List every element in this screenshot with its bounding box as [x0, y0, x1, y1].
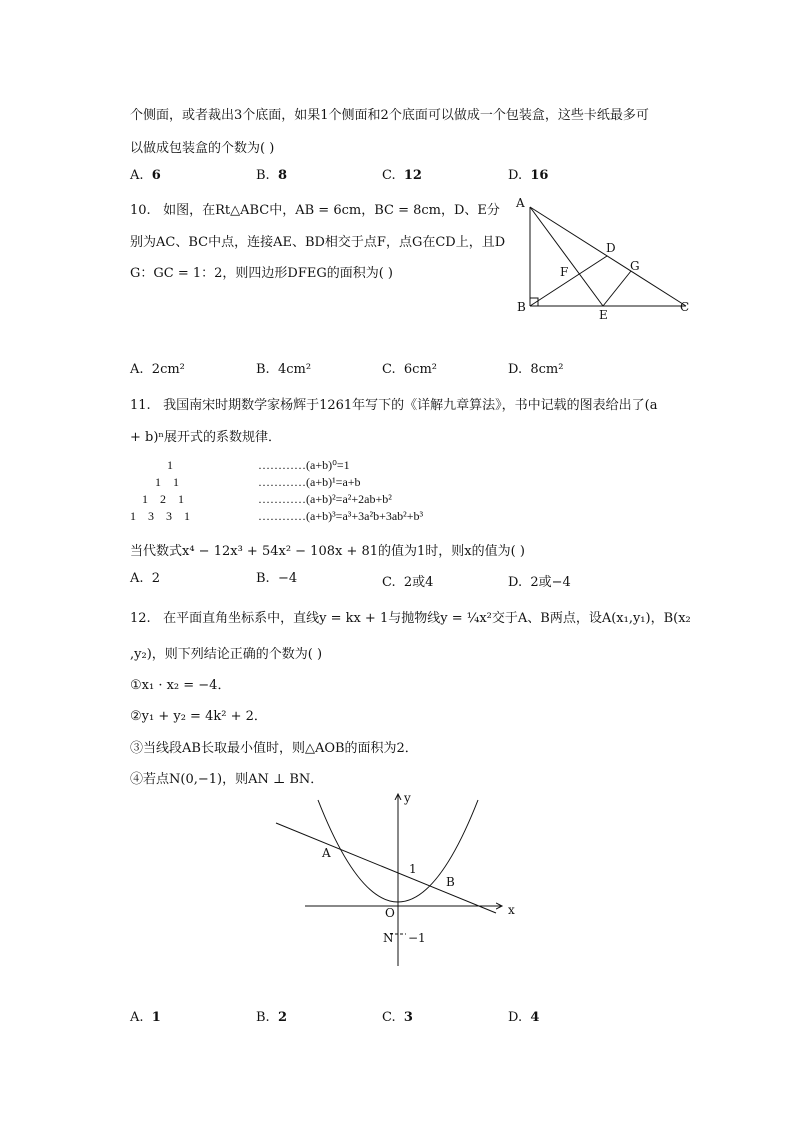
q12-option-c[interactable]: C. 3 — [382, 1010, 413, 1025]
q10-option-c[interactable]: C. 6cm² — [382, 362, 437, 377]
graph-label-y: y — [404, 791, 411, 805]
q11-option-a[interactable]: A. 2 — [130, 571, 161, 586]
graph-label-b: B — [446, 875, 455, 889]
q10-line1: 如图，在Rt△ABC中，AB = 6cm，BC = 8cm，D、E分 — [163, 203, 500, 218]
q10-text-line2: 别为AC、BC中点，连接AE、BD相交于点F，点G在CD上，且D — [130, 235, 506, 250]
q9-option-b[interactable]: B. 8 — [256, 168, 287, 183]
label-g: G — [630, 259, 640, 273]
label-d: D — [606, 241, 616, 255]
q10-triangle-figure — [510, 195, 700, 325]
q9-text-line1: 个侧面，或者裁出3个底面，如果1个侧面和2个底面可以做成一个包装盒，这些卡纸最多可 — [130, 108, 649, 123]
q11-option-d[interactable]: D. 2或−4 — [508, 575, 571, 590]
q12-graph-figure — [270, 788, 530, 973]
label-b: B — [517, 300, 526, 314]
q10-number: 10. — [130, 203, 151, 218]
label-c: C — [680, 300, 690, 314]
q10-text-line1 — [130, 199, 500, 218]
q9-text-line2: 以做成包装盒的个数为( ) — [130, 141, 275, 156]
pascal-row-2: 1 2 1 — [142, 492, 184, 506]
q9-option-c[interactable]: C. 12 — [382, 168, 422, 183]
graph-label-one: 1 — [409, 862, 417, 876]
label-f: F — [560, 265, 569, 279]
segment-ae — [530, 207, 603, 306]
graph-label-x: x — [508, 903, 515, 917]
graph-label-minus-one: −1 — [408, 931, 426, 945]
q12-statement-3: ③当线段AB长取最小值时，则△AOB的面积为2． — [130, 741, 418, 756]
q10-option-d[interactable]: D. 8cm² — [508, 362, 564, 377]
q10-option-b[interactable]: B. 4cm² — [256, 362, 312, 377]
q11-question: 当代数式x⁴ − 12x³ + 54x² − 108x + 81的值为1时，则x的值为( ) — [130, 544, 525, 559]
q9-option-d[interactable]: D. 16 — [508, 168, 549, 183]
q10-option-a[interactable]: A. 2cm² — [130, 362, 185, 377]
q12-statement-4: ④若点N(0,−1)，则AN ⊥ BN． — [130, 772, 324, 787]
graph-label-a: A — [322, 846, 331, 860]
q11-line1: 我国南宋时期数学家杨辉于1261年写下的《详解九章算法》，书中记载的图表给出了(a — [163, 398, 658, 413]
q12-text-line1 — [130, 607, 691, 626]
pascal-row-0: 1 — [167, 458, 173, 472]
expansion-3: …………(a+b)³=a³+3a²b+3ab²+b³ — [258, 509, 424, 523]
q10-text-line3: G：GC = 1：2，则四边形DFEG的面积为( ) — [130, 266, 394, 281]
expansion-0: …………(a+b)⁰=1 — [258, 458, 350, 472]
pascal-row-1: 1 1 — [155, 475, 179, 489]
q12-statement-2: ②y₁ + y₂ = 4k² + 2． — [130, 709, 267, 724]
expansion-1: …………(a+b)¹=a+b — [258, 475, 361, 489]
q12-line1: 在平面直角坐标系中，直线y = kx + 1与抛物线y = ¼x²交于A、B两点，设A(x₁,y₁)，B(x₂ — [163, 611, 691, 626]
expansion-2: …………(a+b)²=a²+2ab+b² — [258, 492, 392, 506]
graph-label-n: N — [383, 931, 394, 945]
q12-option-b[interactable]: B. 2 — [256, 1010, 287, 1025]
segment-bd — [530, 256, 607, 306]
segment-eg — [603, 271, 631, 306]
label-a: A — [516, 196, 525, 210]
q11-option-b[interactable]: B. −4 — [256, 571, 298, 586]
q12-option-a[interactable]: A. 1 — [130, 1010, 161, 1025]
q11-text-line2: + b)ⁿ展开式的系数规律． — [130, 430, 282, 445]
pascal-row-3: 1 3 3 1 — [130, 509, 190, 523]
q11-option-c[interactable]: C. 2或4 — [382, 575, 434, 590]
q12-option-d[interactable]: D. 4 — [508, 1010, 540, 1025]
label-e: E — [599, 308, 608, 322]
graph-label-origin: O — [385, 906, 395, 920]
q12-statement-1: ①x₁ · x₂ = −4． — [130, 678, 231, 693]
q11-number: 11. — [130, 398, 151, 413]
q11-text-line1 — [130, 394, 658, 413]
q12-number: 12. — [130, 611, 151, 626]
q12-text-line2: ,y₂)，则下列结论正确的个数为( ) — [130, 647, 323, 662]
q9-option-a[interactable]: A. 6 — [130, 168, 161, 183]
